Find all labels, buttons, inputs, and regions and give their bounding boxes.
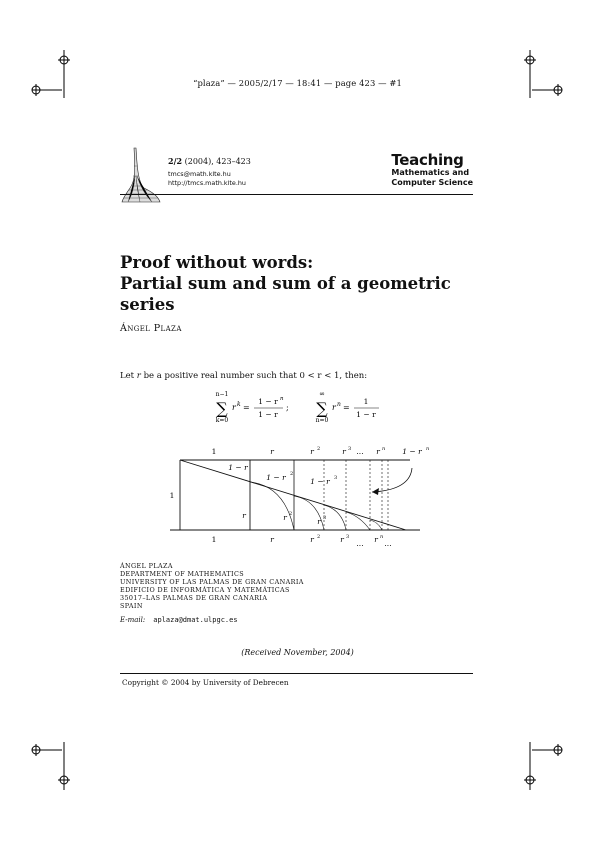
affil-line-5: 35017–LAS PALMAS DE GRAN CANARIA: [120, 593, 268, 602]
frac1-den: 1 − r: [258, 410, 278, 419]
sum2-term: r: [332, 403, 336, 412]
affil-line-1: ÁNGEL PLAZA: [120, 562, 173, 570]
bottom-exp-r2: 2: [317, 534, 321, 540]
arrow-head-icon: [372, 488, 379, 495]
equals-2: =: [343, 403, 350, 412]
intro-sentence: [120, 371, 367, 381]
inner-label-r: r: [242, 511, 246, 520]
sum1-lower: k=0: [215, 417, 229, 424]
top-exp-1mrn: n: [426, 446, 430, 452]
bottom-label-rn: r: [374, 535, 378, 544]
email-address[interactable]: aplaza@dmat.ulpgc.es: [153, 616, 238, 624]
email-label: E-mail:: [120, 616, 146, 624]
inner-label-r3: r: [317, 517, 321, 526]
journal-logo-icon: [120, 146, 164, 206]
bottom-label-r2: r: [310, 535, 314, 544]
inner-exp-r3: 3: [323, 515, 327, 521]
affil-line-6: SPAIN: [120, 601, 143, 610]
inner-exp-1mr2: 2: [290, 471, 294, 477]
inner-exp-r2: 2: [289, 511, 293, 517]
journal-url[interactable]: http://tmcs.math.klte.hu: [168, 179, 246, 187]
frac1-num: 1 − r: [258, 397, 278, 406]
sum1-upper: n−1: [215, 391, 229, 398]
intro-prefix: Let: [120, 371, 137, 381]
crop-mark-bottom-right: [522, 740, 566, 792]
bottom-label-r: r: [270, 535, 274, 544]
sum2-sigma: ∑: [316, 399, 328, 418]
brand-line-3: Computer Science: [391, 178, 473, 187]
brand-line-2: Mathematics and: [391, 168, 470, 177]
arc-1: [250, 482, 294, 530]
header-rule: [120, 194, 473, 195]
sum1-term: r: [232, 403, 236, 412]
crop-mark-top-right: [522, 48, 566, 100]
received-date: (Received November, 2004): [241, 648, 354, 657]
journal-issue-info: (2004), 423–423: [182, 157, 251, 166]
affil-line-4: EDIFICIO DE INFORMÁTICA Y MATEMÁTICAS: [120, 585, 290, 594]
frac2-num: 1: [363, 397, 369, 406]
arc-3: [324, 505, 346, 530]
sum2-upper: ∞: [319, 390, 325, 398]
brand-line-1: Teaching: [391, 151, 464, 169]
equals-1: =: [243, 403, 250, 412]
affil-line-2: DEPARTMENT OF MATHEMATICS: [120, 569, 245, 578]
sum1-exp: k: [237, 401, 241, 408]
bottom-label-trailing-dots: ...: [384, 539, 392, 548]
top-label-r2: r: [310, 447, 314, 456]
inner-label-r2: r: [283, 513, 287, 522]
author-affiliation: [120, 563, 304, 610]
intro-var: r: [136, 371, 141, 381]
top-label-1: 1: [211, 447, 217, 456]
formula: [210, 390, 410, 430]
bottom-label-1: 1: [211, 535, 217, 544]
copyright-notice: Copyright © 2004 by University of Debrecen: [122, 678, 289, 687]
journal-email[interactable]: tmcs@math.klte.hu: [168, 170, 231, 178]
title-line-2: Partial sum and sum of a geometric: [120, 274, 451, 293]
top-exp-rn: n: [382, 446, 386, 452]
sum2-exp: n: [337, 401, 341, 408]
top-label-rn: r: [376, 447, 380, 456]
inner-exp-1mr3: 3: [334, 475, 338, 481]
author-name: Ángel Plaza: [120, 323, 182, 334]
journal-meta: [168, 156, 251, 188]
crop-mark-top-left: [28, 48, 72, 100]
top-exp-r3: 3: [348, 446, 352, 452]
inner-label-1mr3: 1 − r: [310, 477, 330, 486]
proof-figure: [160, 440, 450, 552]
journal-volume: 2/2: [168, 156, 183, 166]
bottom-exp-rn: n: [380, 534, 384, 540]
sum2-lower: n=0: [315, 417, 329, 424]
arc-5: [370, 520, 382, 530]
bottom-exp-r3: 3: [346, 534, 350, 540]
bottom-label-dots: ...: [356, 539, 364, 548]
top-label-dots: ...: [356, 447, 364, 456]
bottom-label-r3: r: [340, 535, 344, 544]
top-label-r3: r: [342, 447, 346, 456]
affil-line-3: UNIVERSITY OF LAS PALMAS DE GRAN CANARIA: [120, 577, 304, 586]
title-line-1: Proof without words:: [120, 253, 314, 272]
crop-mark-bottom-left: [28, 740, 72, 792]
top-exp-r2: 2: [317, 446, 321, 452]
formula-sep: ;: [286, 403, 289, 412]
top-label-1mrn: 1 − r: [402, 447, 422, 456]
journal-brand: [391, 152, 473, 188]
frac2-den: 1 − r: [356, 410, 376, 419]
running-head: “plaza” — 2005/2/17 — 18:41 — page 423 — #1: [193, 78, 402, 88]
sum1-sigma: ∑: [216, 399, 228, 418]
intro-suffix: be a positive real number such that 0 < r < 1, then:: [140, 371, 368, 381]
inner-label-1mr2: 1 − r: [266, 473, 286, 482]
footer-rule: [120, 673, 473, 674]
paper-title: [120, 252, 480, 315]
author-email: [120, 616, 238, 624]
left-label-1: 1: [169, 491, 175, 500]
top-label-r: r: [270, 447, 274, 456]
title-line-3: series: [120, 295, 175, 314]
arrow-curve: [372, 468, 412, 492]
frac1-num-exp: n: [280, 396, 284, 402]
inner-label-1mr: 1 − r: [228, 463, 248, 472]
